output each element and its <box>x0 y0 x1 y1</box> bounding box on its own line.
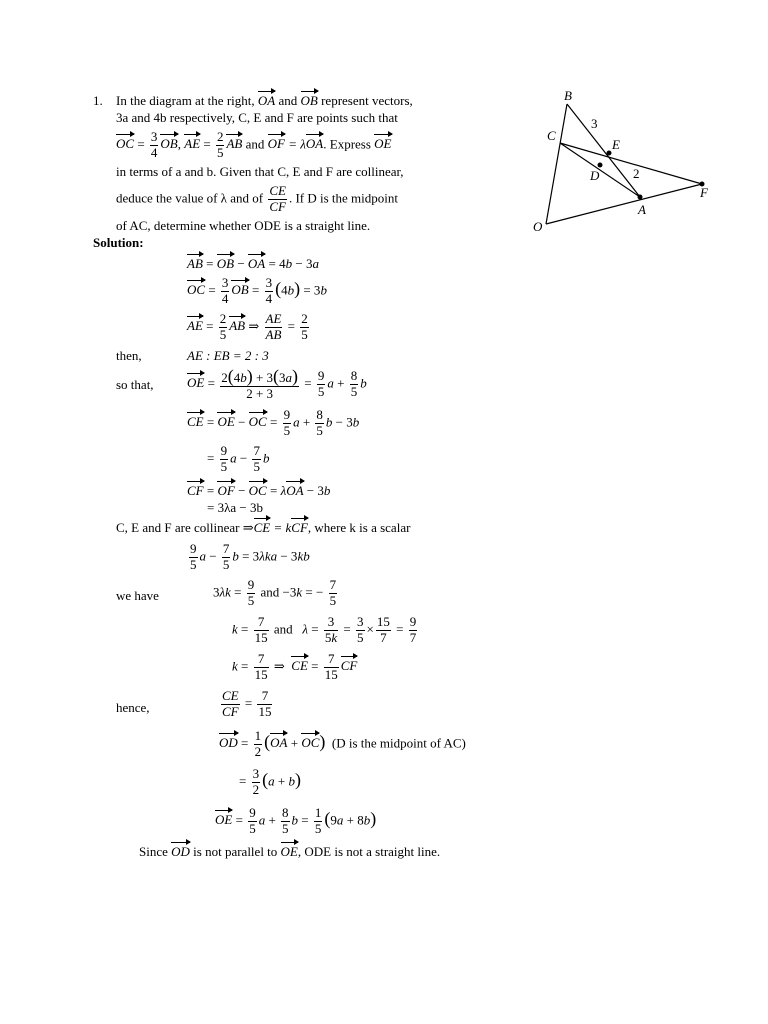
label-f: F <box>700 185 708 200</box>
eq-we-have: 3λk = $\frac{9}{5}$ and −3k = − $\frac{7}{5}$ <box>213 577 337 608</box>
eq-oc: OC = $\frac{3}{4}$ OB = $\frac{3}{4}$ (4b) = 3b <box>187 275 327 306</box>
label-a: A <box>638 202 646 217</box>
question-line-3: OC = $\frac{3}{4}$ OB, AE = $\frac{2}{5}$ AB and OF = λOA. Express OE <box>116 129 392 160</box>
eq-k-lambda: k = $\frac{7}{15}$ and λ = $\frac{3}{5k}$ = $\frac{3}{5}$ × $\frac{15}{7}$ = $\frac{9}{7}$ <box>232 614 417 645</box>
eq-oe: OE = $\frac{2(4b) + 3(3a)}{2 + 3}$ = $\frac{9}{5}$ a + $\frac{8}{5}$ b <box>187 366 367 401</box>
label-o: O <box>533 219 543 234</box>
eq-od-simplified: = $\frac{3}{2}$ (a + b) <box>239 766 301 797</box>
point-e <box>607 151 612 156</box>
question-line-2: 3a and 4b respectively, C, E and F are points such that <box>116 110 398 125</box>
eq-cf: CF = OF − OC = λOA − 3b <box>187 483 331 498</box>
question-line-4: in terms of a and b. Given that C, E and F are collinear, <box>116 164 404 179</box>
eq-ae: AE = $\frac{2}{5}$ AB ⇒ $\frac{AE}{AB}$ = $\frac{2}{5}$ <box>187 311 308 342</box>
label-hence: hence, <box>116 700 150 715</box>
collinear-line: C, E and F are collinear ⇒CE = kCF, where k is a scalar <box>116 520 411 535</box>
segment-ba <box>567 104 640 197</box>
label-then: then, <box>116 348 142 363</box>
eq-collinear: $\frac{9}{5}$ a − $\frac{7}{5}$ b = 3λka − 3kb <box>190 541 310 572</box>
question-number: 1. <box>93 93 103 108</box>
label-c: C <box>547 128 556 143</box>
eq-k-implies: k = $\frac{7}{15}$ ⇒ CE = $\frac{7}{15}$ CF <box>232 651 358 682</box>
conclusion: Since OD is not parallel to OE, ODE is not a straight line. <box>139 844 441 859</box>
label-so-that: so that, <box>116 377 154 392</box>
solution-label: Solution: <box>93 235 144 250</box>
vector-oa: OA <box>257 93 276 108</box>
label-b: B <box>564 88 572 103</box>
segment-of <box>546 184 702 224</box>
vector-diagram <box>520 80 730 240</box>
point-a <box>638 195 643 200</box>
question-line-5: deduce the value of λ and of $\frac{CE}{CF}$ . If D is the midpoint <box>116 183 398 214</box>
point-d <box>598 163 603 168</box>
eq-ce-simplified: = $\frac{9}{5}$ a − $\frac{7}{5}$ b <box>207 443 270 474</box>
eq-od: OD = $\frac{1}{2}$ (OA + OC) (D is the midpoint of AC) <box>219 728 466 759</box>
eq-cf-simplified: = 3λa − 3b <box>207 500 263 515</box>
question-line-6: of AC, determine whether ODE is a straight line. <box>116 218 371 233</box>
eq-oe-final: OE = $\frac{9}{5}$ a + $\frac{8}{5}$ b = $\frac{1}{5}$ (9a + 8b) <box>215 805 377 836</box>
label-we-have: we have <box>116 588 159 603</box>
eq-ab: AB = OB − OA = 4b − 3a <box>187 256 319 271</box>
label-two: 2 <box>633 166 640 181</box>
segment-ob <box>546 104 567 224</box>
vector-ob: OB <box>300 93 318 108</box>
question-line-1: In the diagram at the right, OA and OB represent vectors, <box>116 93 413 108</box>
eq-ratio: AE : EB = 2 : 3 <box>187 348 269 363</box>
eq-ce: CE = OE − OC = $\frac{9}{5}$ a + $\frac{8}{5}$ b − 3b <box>187 407 360 438</box>
segment-cf <box>560 143 702 184</box>
segment-ca <box>560 143 640 197</box>
eq-hence: $\frac{CE}{CF}$ = $\frac{7}{15}$ <box>222 688 272 719</box>
label-three: 3 <box>591 116 598 131</box>
label-d: D <box>590 168 600 183</box>
label-e: E <box>612 137 620 152</box>
